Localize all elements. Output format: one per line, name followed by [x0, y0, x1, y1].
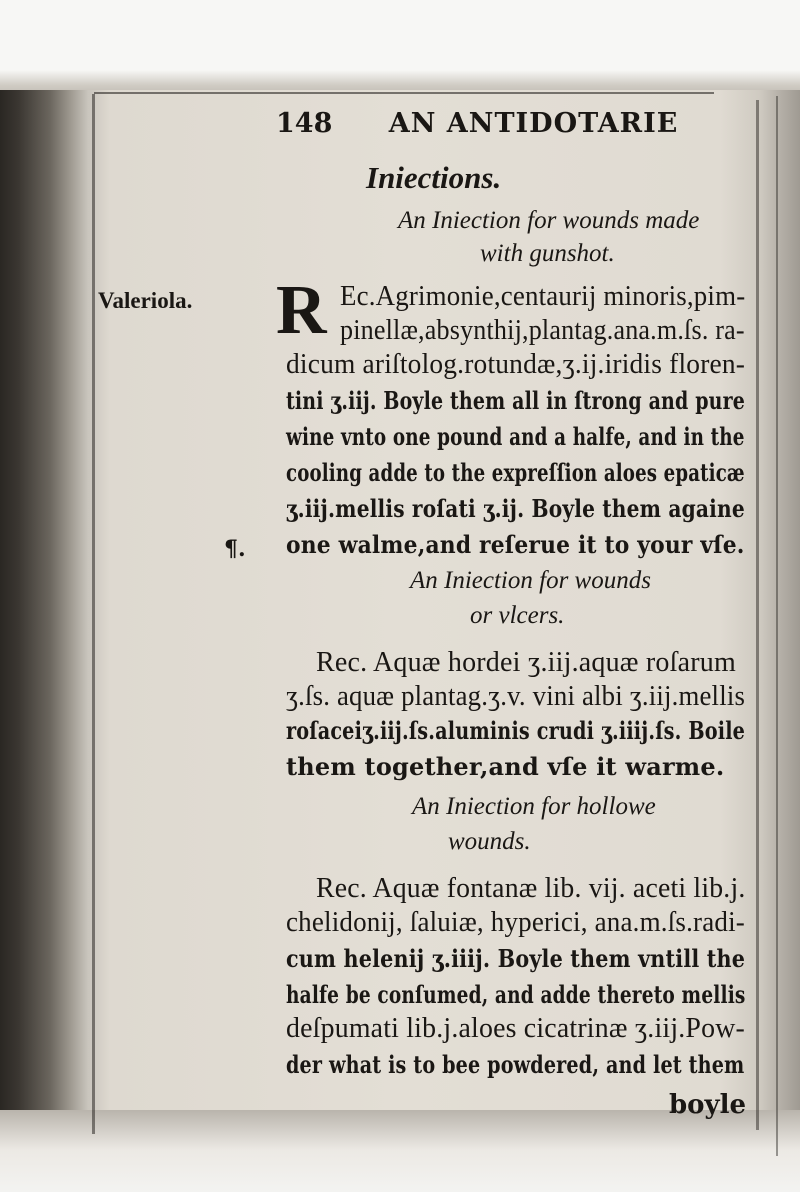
text-line: wine vnto one pound and a halfe, and in the [286, 422, 745, 451]
text-line: Ec.Agrimonie,centaurij minoris,pim- [340, 281, 746, 312]
text-line: ʒ.ſs. aquæ plantag.ʒ.v. vini albi ʒ.iij.mellis [286, 681, 746, 712]
bottom-scan-border [0, 1110, 800, 1192]
page-edge-line [94, 92, 714, 94]
top-scan-border [0, 0, 800, 90]
margin-mark: ¶. [224, 536, 246, 562]
recipe-title: An Iniection for wounds [410, 567, 651, 594]
text-line: cooling adde to the expreſſion aloes epaticæ [286, 458, 745, 487]
page-number: 148 [276, 108, 333, 139]
text-line: pinellæ,absynthij,plantag.ana.m.ſs. ra- [340, 315, 745, 346]
text-line: cum helenij ʒ.iiij. Boyle them vntill the [286, 944, 746, 973]
text-line: them together,and vſe it warme. [286, 752, 725, 781]
text-line: roſaceiʒ.iij.ſs.aluminis crudi ʒ.iiij.ſs. Boile [286, 716, 746, 745]
text-line: deſpumati lib.j.aloes cicatrinæ ʒ.iij.Pow- [286, 1013, 745, 1044]
text-line: dicum ariſtolog.rotundæ,ʒ.ij.iridis floren- [286, 349, 746, 380]
page-edge-line [776, 96, 778, 1156]
text-line: tini ʒ.iij. Boyle them all in ſtrong and pure [286, 386, 745, 415]
text-line: chelidonij, ſaluiæ, hyperici, ana.m.ſs.radi- [286, 907, 745, 938]
page-edge-line [756, 100, 759, 1130]
recipe-title: An Iniection for wounds made [398, 207, 700, 234]
recipe-title: An Iniection for hollowe [412, 793, 656, 820]
text-line: halfe be conſumed, and adde thereto mellis [286, 980, 746, 1009]
text-line: der what is to bee powdered, and let them [286, 1050, 745, 1079]
page-edge-line [92, 94, 95, 1134]
text-line: ʒ.iij.mellis roſati ʒ.ij. Boyle them againe [286, 494, 745, 523]
margin-note: Valeriola. [98, 288, 193, 313]
recipe-subtitle: or vlcers. [470, 602, 565, 629]
recipe-subtitle: with gunshot. [480, 240, 615, 267]
text-line: Rec. Aquæ hordei ʒ.iij.aquæ roſarum [316, 647, 736, 678]
section-title: Iniections. [366, 160, 502, 195]
catchword: boyle [669, 1090, 747, 1120]
running-header [276, 108, 726, 139]
text-line: one walme,and reſerue it to your vſe. [286, 530, 745, 559]
drop-cap: R [276, 272, 327, 349]
recipe-subtitle: wounds. [448, 828, 531, 855]
running-title: AN ANTIDOTARIE [388, 108, 679, 139]
text-line: Rec. Aquæ fontanæ lib. vij. aceti lib.j. [316, 873, 746, 904]
